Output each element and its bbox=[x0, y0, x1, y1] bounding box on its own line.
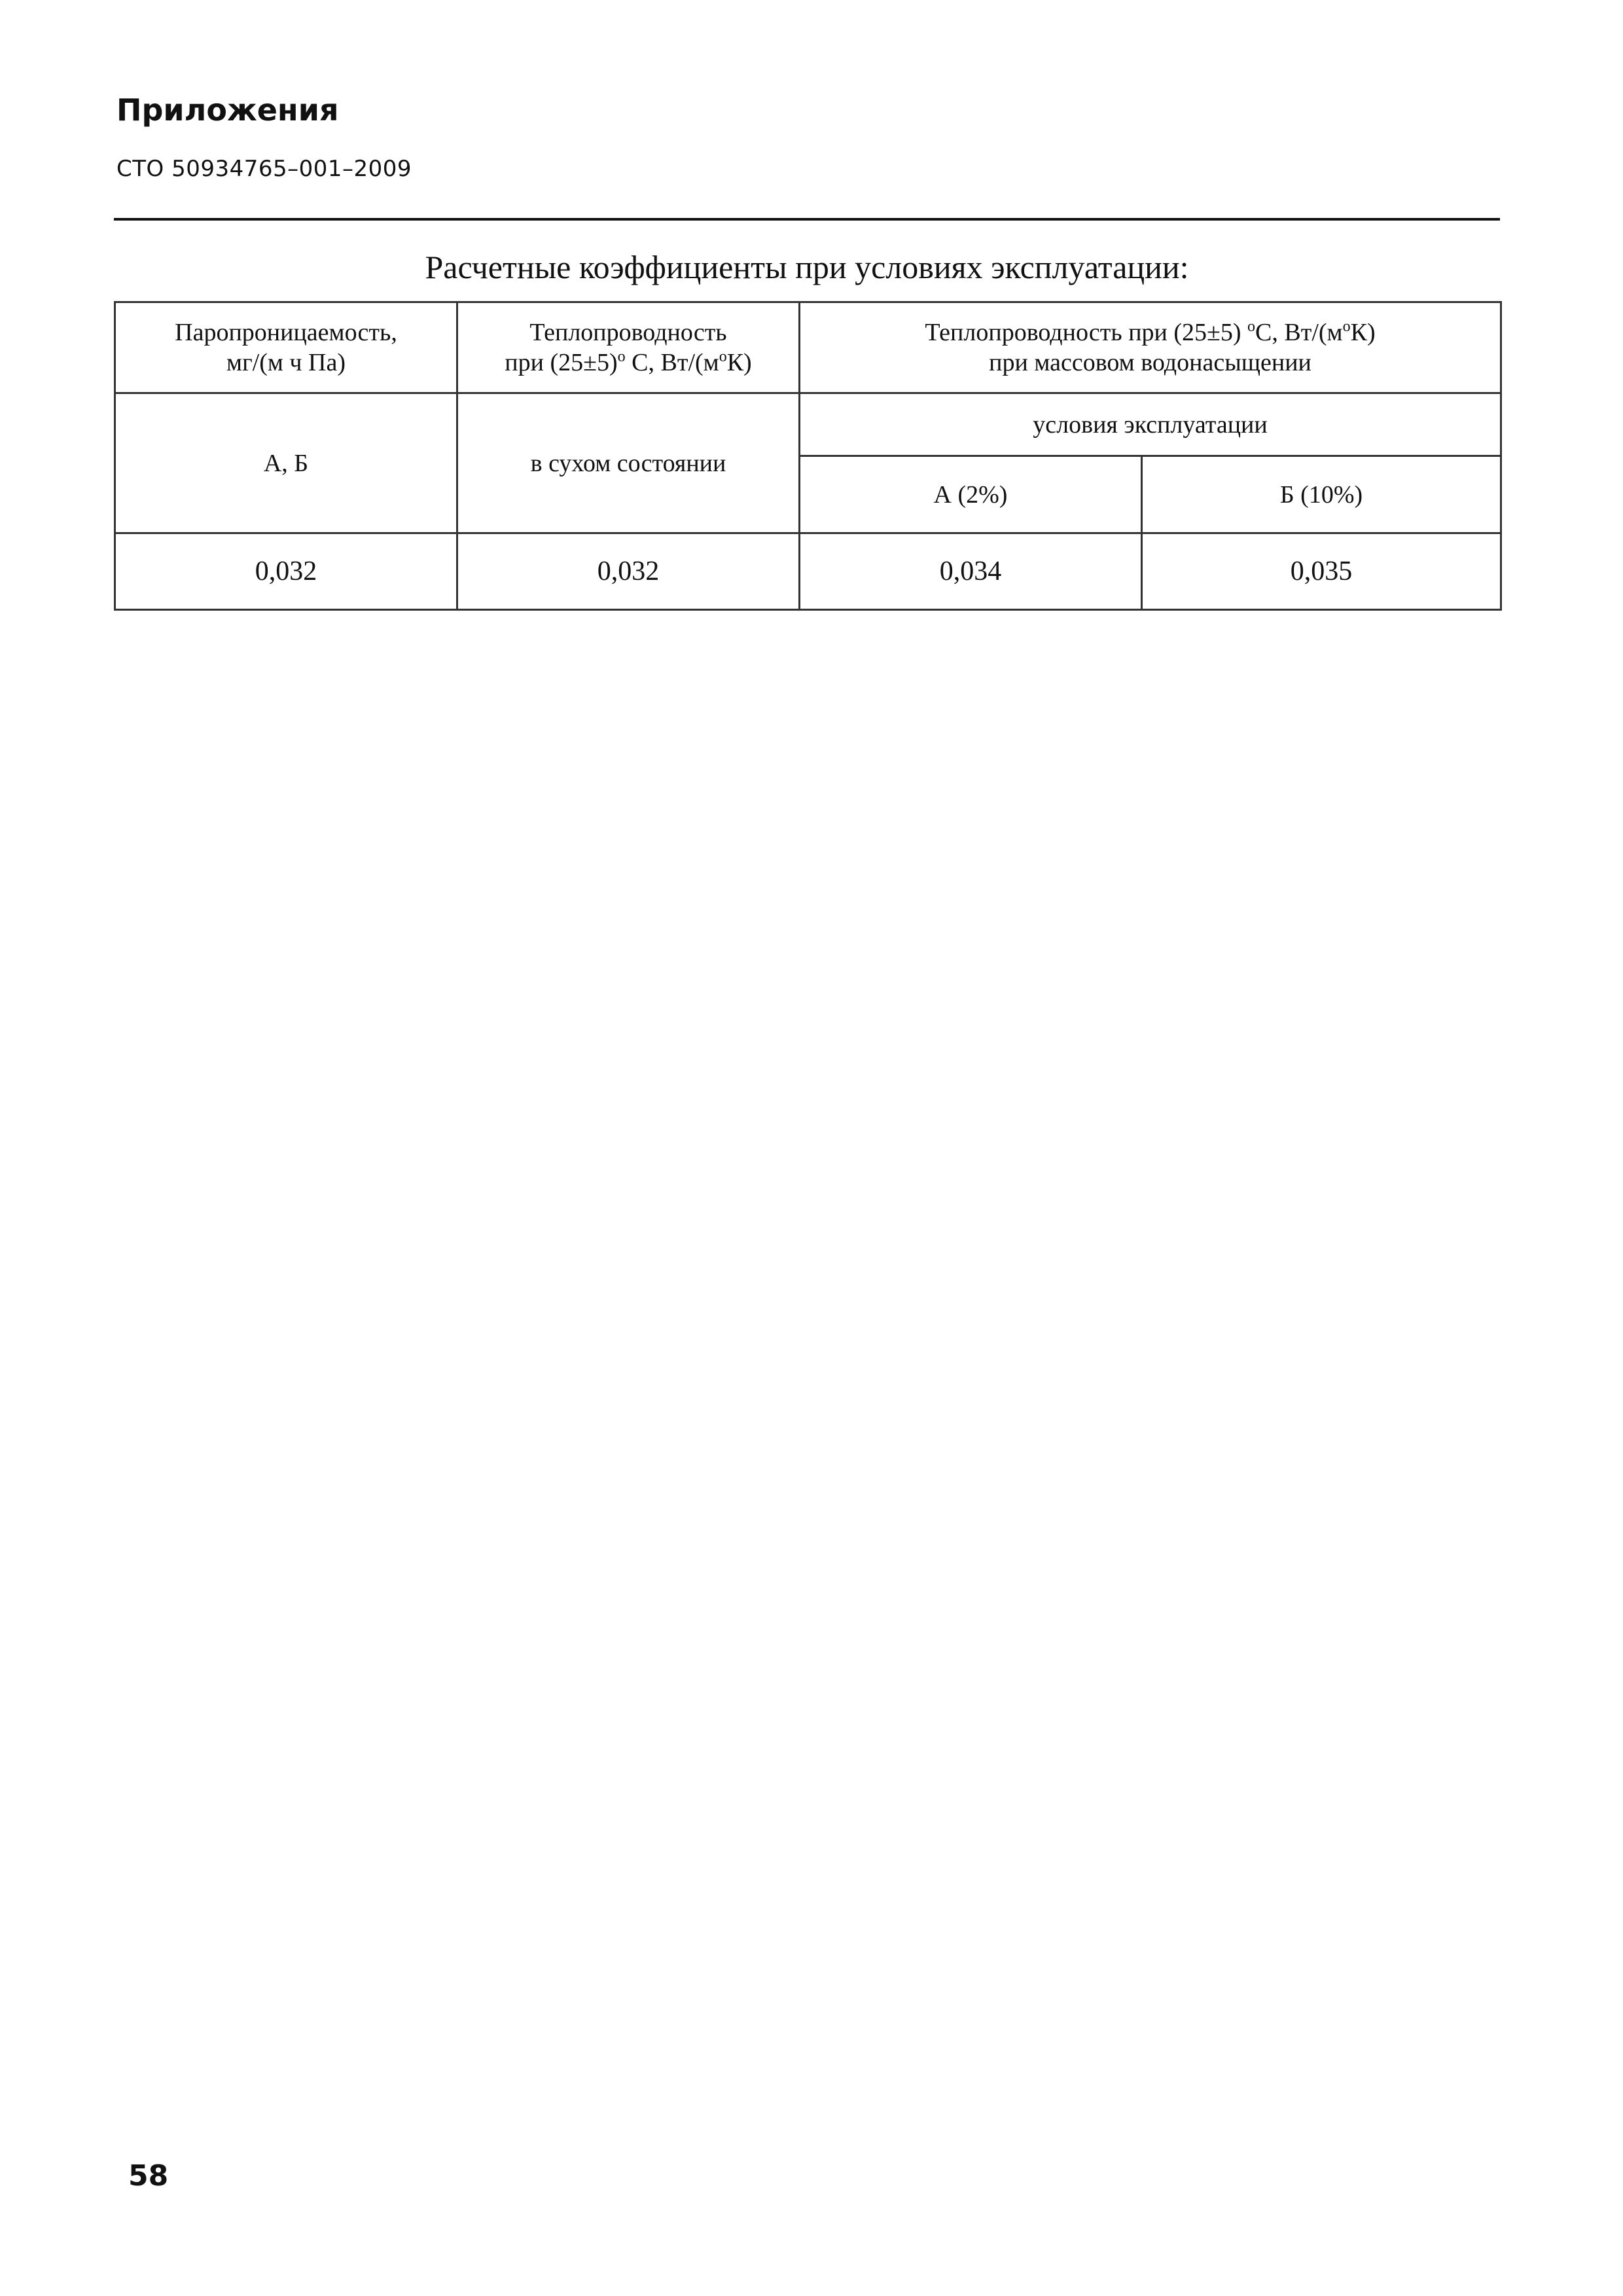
document-code: СТО 50934765–001–2009 bbox=[116, 156, 412, 182]
table-header-row bbox=[115, 302, 1501, 393]
header-text: Теплопроводность bbox=[529, 319, 727, 346]
degree-superscript: o bbox=[1342, 318, 1351, 335]
header-text-part: С, Вт/(м bbox=[1255, 319, 1343, 346]
header-text-part: Теплопроводность при (25±5) bbox=[925, 319, 1248, 346]
coefficients-table bbox=[114, 301, 1502, 611]
header-text-part: при (25±5) bbox=[505, 349, 618, 376]
header-text bbox=[463, 348, 793, 378]
header-text: при массовом водонасыщении bbox=[989, 349, 1311, 376]
header-cell-vapor-permeability bbox=[115, 302, 457, 393]
degree-superscript: o bbox=[719, 348, 727, 365]
subheader-cell-b: Б (10%) bbox=[1142, 456, 1501, 533]
value-cell: 0,034 bbox=[800, 533, 1142, 610]
section-title: Приложения bbox=[116, 92, 339, 128]
header-cell-thermal-conductivity-dry bbox=[457, 302, 800, 393]
condition-cell-ab: А, Б bbox=[115, 393, 457, 533]
degree-superscript: o bbox=[617, 348, 626, 365]
value-cell: 0,035 bbox=[1142, 533, 1501, 610]
value-cell: 0,032 bbox=[457, 533, 800, 610]
header-cell-thermal-conductivity-wet bbox=[800, 302, 1501, 393]
table-condition-row bbox=[115, 393, 1501, 456]
header-text: Паропроницаемость, bbox=[175, 319, 397, 346]
header-text-part: К) bbox=[726, 349, 752, 376]
condition-cell-dry: в сухом состоянии bbox=[457, 393, 800, 533]
value-cell: 0,032 bbox=[115, 533, 457, 610]
header-text bbox=[806, 317, 1495, 348]
table-caption: Расчетные коэффициенты при условиях эксплуатации: bbox=[425, 249, 1189, 285]
header-divider bbox=[114, 218, 1500, 221]
subheader-cell-a: А (2%) bbox=[800, 456, 1142, 533]
condition-cell-operating: условия эксплуатации bbox=[800, 393, 1501, 456]
header-text: мг/(м ч Па) bbox=[226, 349, 346, 376]
page-number: 58 bbox=[128, 2159, 169, 2193]
header-text-part: К) bbox=[1350, 319, 1376, 346]
table-row bbox=[115, 533, 1501, 610]
header-text-part: С, Вт/(м bbox=[625, 349, 719, 376]
degree-superscript: o bbox=[1247, 318, 1256, 335]
